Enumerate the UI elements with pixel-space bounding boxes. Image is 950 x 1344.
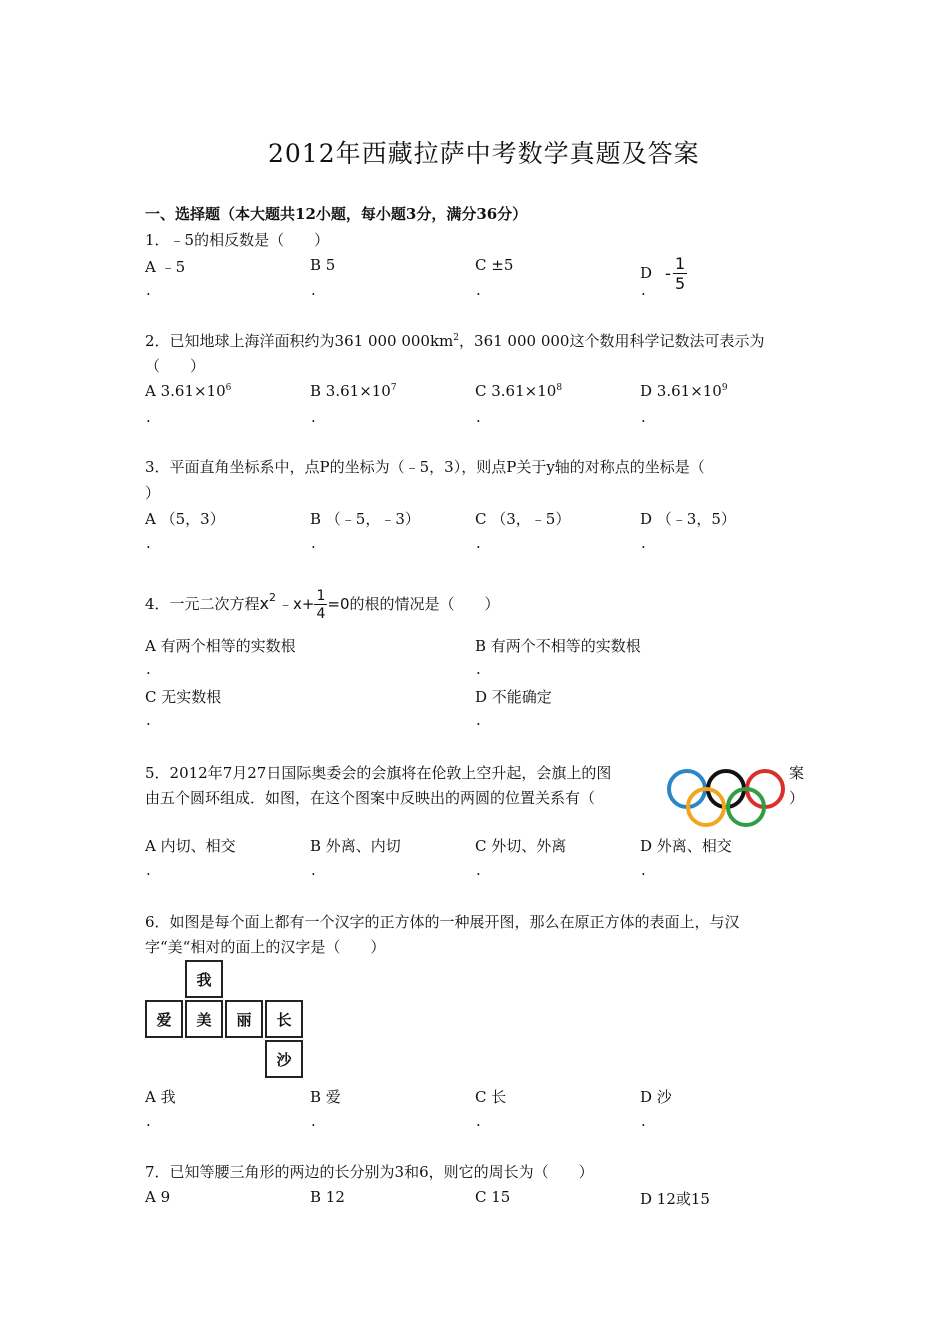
q2-option-a <box>145 382 231 400</box>
q4-dot-c: . <box>146 711 151 729</box>
q6-option-c: C 长 <box>475 1088 507 1106</box>
q2-d-exponent: 9 <box>721 383 728 393</box>
net-cell-bottom: 沙 <box>265 1040 303 1078</box>
olympic-rings-figure <box>662 765 792 831</box>
q4-dot-b: . <box>476 660 481 678</box>
q5-dot-b: . <box>311 861 316 879</box>
q3-stem-line1: 3．平面直角坐标系中，点P的坐标为（﹣5，3），则点P关于y轴的对称点的坐标是（ <box>145 458 705 476</box>
q1-option-d-label: D <box>640 264 653 282</box>
q2-stem-exponent: 2 <box>453 333 460 343</box>
q4-eq-fraction <box>314 589 327 621</box>
q2-c-exponent: 8 <box>556 383 563 393</box>
q6-dot-b: . <box>311 1112 316 1130</box>
q6-option-b: B 爱 <box>310 1088 341 1106</box>
q1-option-d-fraction <box>673 256 687 292</box>
q3-option-d: D （﹣3，5） <box>640 510 736 528</box>
q2-option-c <box>475 382 562 400</box>
q4-dot-d: . <box>476 711 481 729</box>
q6-dot-c: . <box>476 1112 481 1130</box>
q6-stem-line1: 6．如图是每个面上都有一个汉字的正方体的一种展开图，那么在原正方体的表面上，与汉 <box>145 913 740 931</box>
q4-eq-end: =0 <box>327 595 350 613</box>
q2-stem-line2: （ ） <box>145 357 206 375</box>
q2-b-text: B 3.61×10 <box>310 382 391 400</box>
q1-dot-b: . <box>311 281 316 299</box>
q1-option-c: C ±5 <box>475 256 514 274</box>
q5-dot-d: . <box>641 861 646 879</box>
q1-option-d-sign: - <box>664 264 671 284</box>
cube-net-figure <box>145 960 307 1080</box>
q7-option-a: A 9 <box>145 1188 171 1206</box>
fraction-numerator: 1 <box>674 254 686 273</box>
q1-stem: 1．﹣5的相反数是（ ） <box>145 231 330 249</box>
fraction-numerator: 1 <box>316 588 326 604</box>
q2-option-b <box>310 382 397 400</box>
q5-dot-a: . <box>146 861 151 879</box>
q4-option-b: B 有两个不相等的实数根 <box>475 637 641 655</box>
q1-option-a: A ﹣5 <box>145 258 186 276</box>
q2-a-exponent: 6 <box>225 383 232 393</box>
q3-dot-b: . <box>311 534 316 552</box>
q2-option-d <box>640 382 728 400</box>
q2-dot-b: . <box>311 408 316 426</box>
q4-eq-exponent: 2 <box>269 591 277 604</box>
q4-eq-x: x <box>259 594 270 613</box>
q5-option-b: B 外离、内切 <box>310 837 401 855</box>
q2-d-text: D 3.61×10 <box>640 382 722 400</box>
net-cell-1: 爱 <box>145 1000 183 1038</box>
q2-stem-tail: ，361 000 000这个数用科学记数法可表示为 <box>459 332 765 350</box>
q6-dot-d: . <box>641 1112 646 1130</box>
q1-dot-c: . <box>476 281 481 299</box>
q2-dot-d: . <box>641 408 646 426</box>
q5-stem-line2-tail: ） <box>789 789 805 807</box>
q4-option-c: C 无实数根 <box>145 688 222 706</box>
q2-c-text: C 3.61×10 <box>475 382 557 400</box>
q3-dot-c: . <box>476 534 481 552</box>
net-cell-top: 我 <box>185 960 223 998</box>
q3-dot-a: . <box>146 534 151 552</box>
q3-dot-d: . <box>641 534 646 552</box>
net-cell-2: 美 <box>185 1000 223 1038</box>
q3-option-b: B （﹣5，﹣3） <box>310 510 420 528</box>
q5-stem-line1-tail: 案 <box>789 764 805 782</box>
section-heading: 一、选择题（本大题共12小题，每小题3分，满分36分） <box>145 205 528 223</box>
q3-option-a: A （5，3） <box>145 510 225 528</box>
q7-stem: 7．已知等腰三角形的两边的长分别为3和6，则它的周长为（ ） <box>145 1163 594 1181</box>
q4-stem <box>145 586 500 622</box>
q4-eq-mid: ﹣x+ <box>278 595 315 613</box>
fraction-denominator: 4 <box>316 606 326 622</box>
q7-option-d: D 12或15 <box>640 1190 710 1208</box>
q5-stem-line1: 5．2012年7月27日国际奥委会的会旗将在伦敦上空升起，会旗上的图 <box>145 764 612 782</box>
q2-b-exponent: 7 <box>390 383 397 393</box>
q6-stem-line2: 字“美“相对的面上的汉字是（ ） <box>145 938 386 956</box>
q4-dot-a: . <box>146 660 151 678</box>
q5-stem-line2: 由五个圆环组成．如图，在这个图案中反映出的两圆的位置关系有（ <box>145 789 596 807</box>
net-cell-3: 丽 <box>225 1000 263 1038</box>
q2-stem-line1 <box>145 330 764 351</box>
fraction-denominator: 5 <box>674 274 686 293</box>
q7-option-c: C 15 <box>475 1188 511 1206</box>
q5-option-c: C 外切、外离 <box>475 837 567 855</box>
q4-option-d: D 不能确定 <box>475 688 552 706</box>
q1-option-d <box>640 256 687 292</box>
q2-dot-a: . <box>146 408 151 426</box>
q6-dot-a: . <box>146 1112 151 1130</box>
q5-dot-c: . <box>476 861 481 879</box>
q1-dot-a: . <box>146 281 151 299</box>
page-title: 2012年西藏拉萨中考数学真题及答案 <box>268 139 700 168</box>
q1-option-b: B 5 <box>310 256 336 274</box>
q5-option-a: A 内切、相交 <box>145 837 236 855</box>
net-cell-4: 长 <box>265 1000 303 1038</box>
q3-option-c: C （3，﹣5） <box>475 510 571 528</box>
q7-option-b: B 12 <box>310 1188 345 1206</box>
q5-option-d: D 外离、相交 <box>640 837 732 855</box>
q6-option-d: D 沙 <box>640 1088 672 1106</box>
q3-stem-line2: ） <box>145 484 161 502</box>
q2-dot-c: . <box>476 408 481 426</box>
q1-dot-d: . <box>641 281 646 299</box>
q4-stem-pre: 4．一元二次方程 <box>145 595 260 613</box>
q2-a-text: A 3.61×10 <box>145 382 226 400</box>
q4-option-a: A 有两个相等的实数根 <box>145 637 296 655</box>
q2-stem-text: 2．已知地球上海洋面积约为361 000 000km <box>145 332 454 350</box>
q4-stem-post: 的根的情况是（ ） <box>349 595 500 613</box>
q6-option-a: A 我 <box>145 1088 176 1106</box>
